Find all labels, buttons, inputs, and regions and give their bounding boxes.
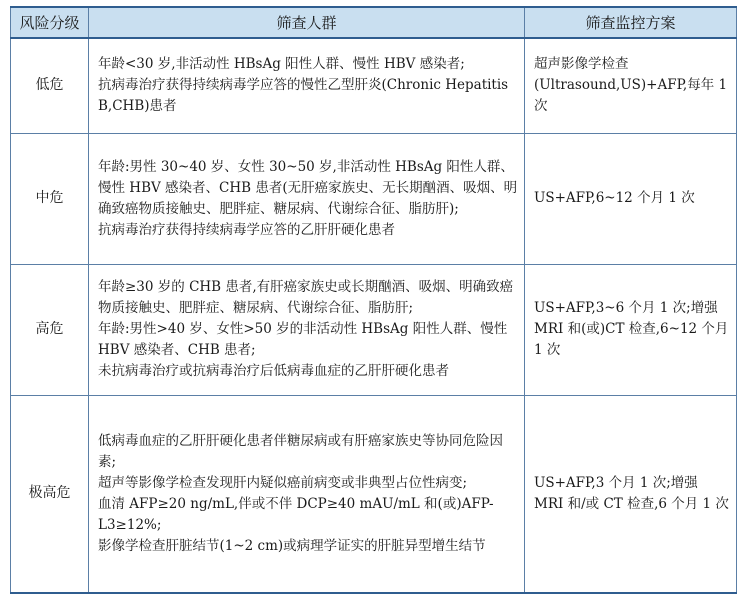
table-row bbox=[11, 38, 737, 133]
table-row bbox=[11, 395, 737, 593]
population-line: 影像学检查肝脏结节(1~2 cm)或病理学证实的肝脏异型增生结节 bbox=[98, 537, 486, 554]
population-line: 未抗病毒治疗或抗病毒治疗后低病毒血症的乙肝肝硬化患者 bbox=[98, 363, 449, 379]
header-risk-level: 风险分级 bbox=[11, 7, 89, 38]
screening-table bbox=[10, 6, 737, 594]
population-line: 超声等影像学检查发现肝内疑似癌前病变或非典型占位性病变; bbox=[98, 474, 468, 491]
table-header bbox=[11, 7, 737, 38]
population-line: 抗病毒治疗获得持续病毒学应答的乙肝肝硬化患者 bbox=[98, 221, 395, 238]
table-body bbox=[11, 38, 737, 593]
table-row bbox=[11, 133, 737, 264]
header-row bbox=[11, 7, 737, 38]
population-line: 年龄≥30 岁的 CHB 患者,有肝癌家族史或长期酗酒、吸烟、明确致癌物质接触史、肥胖症、糖尿病、代谢综合征、脂肪肝; bbox=[98, 279, 514, 316]
header-monitoring-plan: 筛查监控方案 bbox=[525, 7, 737, 38]
risk-level-cell: 极高危 bbox=[11, 395, 89, 593]
risk-level-cell: 中危 bbox=[11, 133, 89, 264]
population-cell bbox=[89, 395, 525, 593]
risk-level-cell: 低危 bbox=[11, 38, 89, 133]
monitoring-cell: US+AFP,3 个月 1 次;增强 MRI 和/或 CT 检查,6 个月 1 次 bbox=[525, 395, 737, 593]
monitoring-cell: US+AFP,3~6 个月 1 次;增强 MRI 和(或)CT 检查,6~12 个月 1 次 bbox=[525, 264, 737, 395]
population-line: 年龄<30 岁,非活动性 HBsAg 阳性人群、慢性 HBV 感染者; bbox=[98, 56, 465, 73]
population-line: 低病毒血症的乙肝肝硬化患者伴糖尿病或有肝癌家族史等协同危险因素; bbox=[98, 432, 503, 470]
population-cell bbox=[89, 133, 525, 264]
population-line: 年龄:男性>40 岁、女性>50 岁的非活动性 HBsAg 阳性人群、慢性 HBV 感染者、CHB 患者; bbox=[98, 321, 508, 358]
table-row bbox=[11, 264, 737, 395]
population-line: 血清 AFP≥20 ng/mL,伴或不伴 DCP≥40 mAU/mL 和(或)AFP-L3≥12%; bbox=[98, 495, 494, 533]
population-cell bbox=[89, 264, 525, 395]
population-line: 年龄:男性 30~40 岁、女性 30~50 岁,非活动性 HBsAg 阳性人群、慢性 HBV 感染者、CHB 患者(无肝癌家族史、无长期酗酒、吸烟、明确致癌物质接触史、肥胖症、糖尿病、代谢综合征、脂肪肝); bbox=[98, 158, 518, 217]
monitoring-cell: US+AFP,6~12 个月 1 次 bbox=[525, 133, 737, 264]
monitoring-cell: 超声影像学检查(Ultrasound,US)+AFP,每年 1 次 bbox=[525, 38, 737, 133]
header-screening-population: 筛查人群 bbox=[89, 7, 525, 38]
risk-level-cell: 高危 bbox=[11, 264, 89, 395]
population-line: 抗病毒治疗获得持续病毒学应答的慢性乙型肝炎(Chronic Hepatitis B,CHB)患者 bbox=[98, 77, 509, 115]
population-cell bbox=[89, 38, 525, 133]
